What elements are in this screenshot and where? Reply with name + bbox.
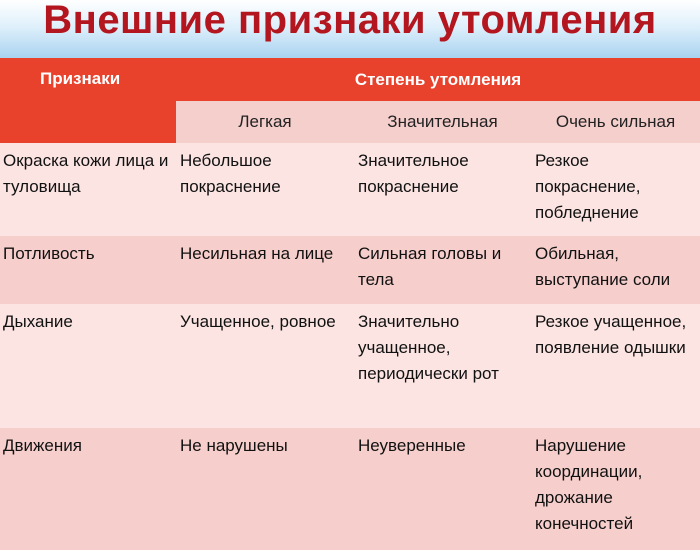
header-feature: Признаки	[0, 58, 176, 143]
header-level-significant: Значительная	[354, 101, 531, 143]
title-bar	[0, 0, 700, 58]
row-value: Неуверенные	[354, 428, 531, 550]
row-value: Значительно учащенное, периодически рот	[354, 304, 531, 428]
row-value: Несильная на лице	[176, 236, 354, 304]
table-row	[0, 304, 700, 428]
page-title: Внешние признаки утомления	[43, 0, 657, 42]
row-feature: Окраска кожи лица и туловища	[0, 143, 176, 236]
header-level-very-strong: Очень сильная	[531, 101, 700, 143]
row-feature: Дыхание	[0, 304, 176, 428]
row-value: Небольшое покраснение	[176, 143, 354, 236]
row-value: Сильная головы и тела	[354, 236, 531, 304]
row-feature: Движения	[0, 428, 176, 550]
row-value: Значительное покраснение	[354, 143, 531, 236]
row-value: Не нарушены	[176, 428, 354, 550]
table-row	[0, 236, 700, 304]
header-level-light: Легкая	[176, 101, 354, 143]
header-row	[0, 58, 700, 101]
row-value: Обильная, выступание соли	[531, 236, 700, 304]
row-value: Учащенное, ровное	[176, 304, 354, 428]
table-row	[0, 428, 700, 550]
row-feature: Потливость	[0, 236, 176, 304]
table-row	[0, 143, 700, 236]
header-degree: Степень утомления	[176, 58, 700, 101]
row-value: Резкое учащенное, появление одышки	[531, 304, 700, 428]
row-value: Нарушение координации, дрожание конечностей	[531, 428, 700, 550]
fatigue-table	[0, 58, 700, 550]
row-value: Резкое покраснение, побледнение	[531, 143, 700, 236]
